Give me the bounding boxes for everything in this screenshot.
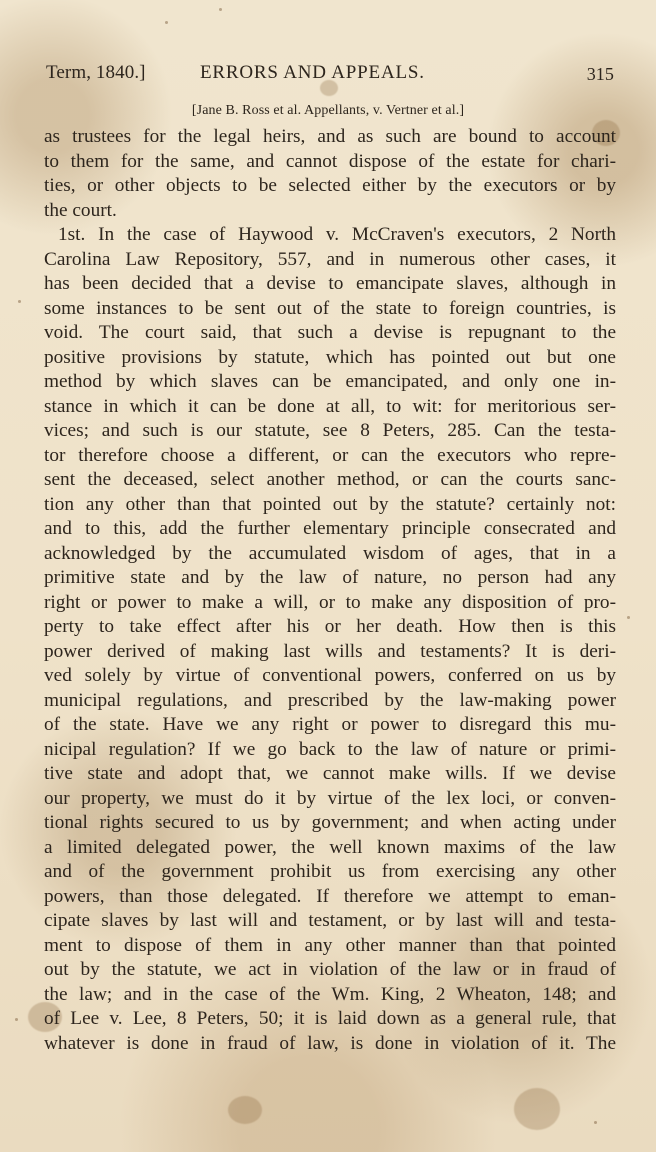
text-line: of the state. Have we any right or power to disregard this mu- (44, 714, 616, 735)
text-line: ment to dispose of them in any other manner than that pointed (44, 934, 616, 956)
text-line: power derived of making last wills and testaments? It is deri- (44, 640, 616, 662)
text-line: stance in which it can be done at all, to wit: for meritorious ser- (44, 395, 616, 417)
text-line: a limited delegated power, the well known maxims of the law (44, 836, 616, 858)
text-line: cipate slaves by last will and testament, or by last will and testa- (44, 910, 616, 931)
foxing-dot (627, 616, 630, 619)
text-line: ties, or other objects to be selected either by the executors or by (44, 175, 616, 196)
text-line: void. The court said, that such a devise is repugnant to the (44, 322, 616, 343)
text-line: positive provisions by statute, which has pointed out but one (44, 346, 616, 368)
text-line: to them for the same, and cannot dispose of the estate for chari- (44, 150, 616, 172)
text-line: tive state and adopt that, we cannot make wills. If we devise (44, 763, 616, 784)
text-line: sent the deceased, select another method, or can the courts sanc- (44, 469, 616, 490)
text-line: acknowledged by the accumulated wisdom of ages, that in a (44, 542, 616, 564)
page-number: 315 (586, 64, 614, 84)
text-line: our property, we must do it by virtue of the lex loci, or conven- (44, 787, 616, 809)
text-line: has been decided that a devise to emancipate slaves, although in (44, 273, 616, 294)
text-line: and to this, add the further elementary principle consecrated and (44, 518, 616, 539)
text-line: the law; and in the case of the Wm. King, 2 Wheaton, 148; and (44, 983, 616, 1005)
foxing-dot (15, 1018, 18, 1021)
text-line: tional rights secured to us by government; and when acting under (44, 812, 616, 833)
foxing-dot (18, 300, 21, 303)
text-line: of Lee v. Lee, 8 Peters, 50; it is laid down as a general rule, that (44, 1008, 616, 1029)
text-line: the court. (44, 199, 117, 221)
text-line: whatever is done in fraud of law, is done in violation of it. The (44, 1032, 616, 1054)
text-line: as trustees for the legal heirs, and as such are bound to account (44, 126, 616, 147)
foxing-dot (219, 8, 222, 11)
text-line: perty to take effect after his or her death. How then is this (44, 616, 616, 637)
text-line: Carolina Law Repository, 557, and in numerous other cases, it (44, 248, 616, 270)
text-line: and of the government prohibit us from exercising any other (44, 861, 616, 882)
text-line: powers, than those delegated. If therefore we attempt to eman- (44, 885, 616, 907)
text-line: right or power to make a will, or to make any disposition of pro- (44, 591, 616, 613)
text-line: nicipal regulation? If we go back to the law of nature or primi- (44, 738, 616, 760)
page-stain (514, 1088, 560, 1130)
running-header (46, 62, 612, 86)
text-line: some instances to be sent out of the state to foreign countries, is (44, 297, 616, 319)
page-stain (228, 1096, 262, 1124)
section-title: ERRORS AND APPEALS. (200, 62, 425, 83)
foxing-dot (594, 1121, 597, 1124)
term-date: Term, 1840.] (46, 62, 146, 83)
text-line: tion any other than that pointed out by the statute? certainly not: (44, 493, 616, 515)
text-line: ved solely by virtue of conventional powers, conferred on us by (44, 665, 616, 686)
text-line: tor therefore choose a different, or can the executors who repre- (44, 444, 616, 466)
foxing-dot (165, 21, 168, 24)
text-line: method by which slaves can be emancipated, and only one in- (44, 371, 616, 392)
text-line: 1st. In the case of Haywood v. McCraven's executors, 2 North (58, 224, 616, 245)
text-line: out by the statute, we act in violation of the law or in fraud of (44, 959, 616, 980)
text-line: primitive state and by the law of nature, no person had any (44, 567, 616, 588)
text-line: vices; and such is our statute, see 8 Peters, 285. Can the testa- (44, 420, 616, 441)
body-text (44, 125, 616, 1056)
case-citation: [Jane B. Ross et al. Appellants, v. Vertner et al.] (191, 103, 465, 118)
text-line: municipal regulations, and prescribed by the law-making power (44, 689, 616, 711)
